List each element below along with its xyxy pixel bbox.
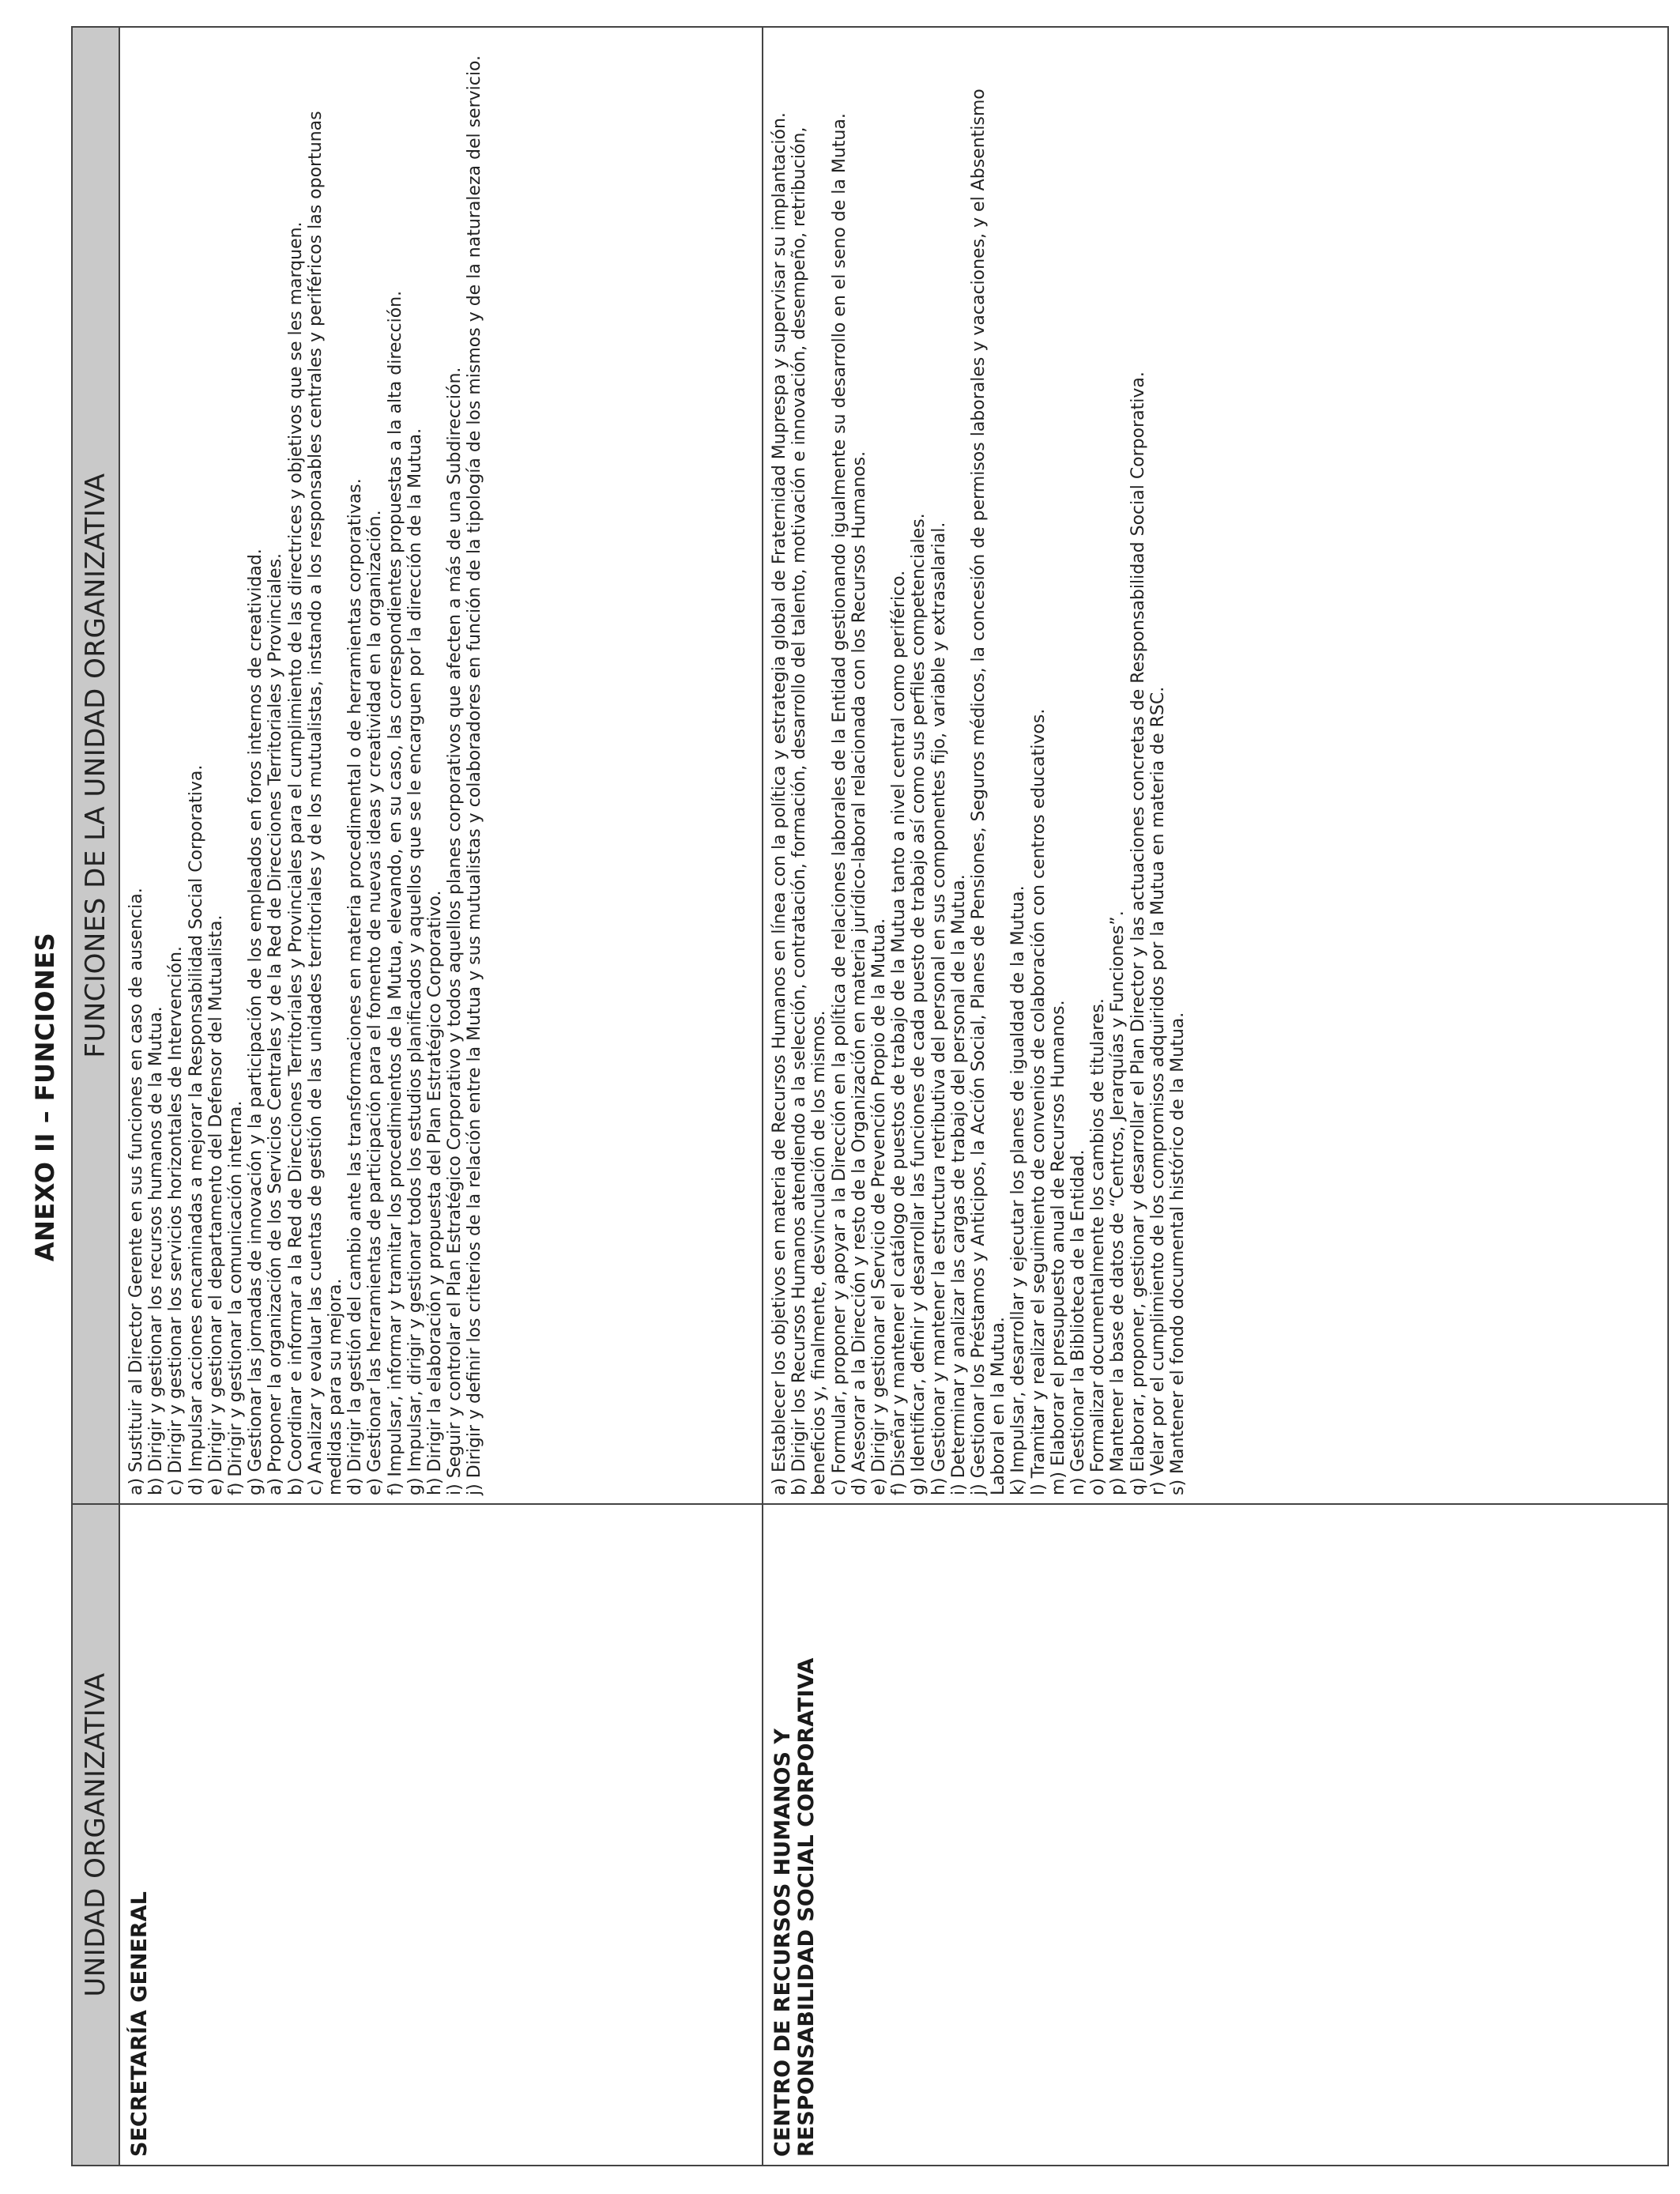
header-functions: FUNCIONES DE LA UNIDAD ORGANIZATIVA [72, 27, 119, 1504]
function-item: s) Mantener el fondo documental histórico de la Mutua. [1168, 1012, 1188, 1495]
header-unit: UNIDAD ORGANIZATIVA [72, 1504, 119, 2166]
function-item: a) Establecer los objetivos en materia de Recursos Humanos en línea con la política y estrategia global de Fraternidad Muprespa y supervisar su implantación. [770, 112, 789, 1495]
function-item: a) Proponer la organización de los Servicios Centrales y de la Red de Direcciones Territoriales y Provinciales. [266, 552, 286, 1495]
function-item: d) Asesorar a la Dirección y resto de la Organización en materia jurídico-laboral relacionada con los Recursos Humanos. [849, 450, 869, 1495]
unit-cell [763, 1504, 1668, 2166]
function-item: c) Formular, proponer y apoyar a la Dirección en la política de relaciones laborales de la Entidad gestionando igualmente su desarrollo en el seno de la Mutua. [829, 113, 849, 1495]
function-item: a) Sustituir al Director Gerente en sus funciones en caso de ausencia. [126, 888, 146, 1495]
functions-cell [119, 27, 763, 1504]
table-row [763, 27, 1668, 2166]
function-item: n) Gestionar la Biblioteca de la Entidad. [1068, 1149, 1089, 1495]
function-item: e) Dirigir y gestionar el Servicio de Prevención Propio de la Mutua. [869, 918, 890, 1495]
functions-list [763, 28, 1197, 1503]
unit-name-secretaria-general: SECRETARÍA GENERAL [127, 1891, 152, 2157]
function-item: f) Diseñar y mantener el catálogo de puestos de trabajo de la Mutua tanto a nivel central como periférico. [889, 570, 910, 1495]
function-item: c) Dirigir y gestionar los servicios horizontales de Intervención. [166, 946, 186, 1495]
document-title: ANEXO II – FUNCIONES [30, 932, 60, 1262]
function-item: c) Analizar y evaluar las cuentas de gestión de las unidades territoriales y de los mutualistas, instando a los responsables centrales y periféricos las oportunas medidas para su mejora. [305, 111, 346, 1495]
function-item: h) Dirigir la elaboración y propuesta del Plan Estratégico Corporativo. [425, 890, 446, 1495]
function-item: d) Impulsar acciones encaminadas a mejorar la Responsabilidad Social Corporativa. [186, 764, 206, 1495]
function-item: h) Gestionar y mantener la estructura retributiva del personal en sus componentes fijo, variable y extrasalarial. [929, 522, 949, 1495]
function-item: j) Gestionar los Préstamos y Anticipos, la Acción Social, Planes de Pensiones, Seguros médicos, la concesión de permisos laborales y vacaciones, y el Absentismo Laboral en la Mutua. [969, 89, 1009, 1495]
functions-list [120, 28, 495, 1503]
function-item: e) Dirigir y gestionar el departamento del Defensor del Mutualista. [205, 914, 226, 1495]
function-item: g) Identificar, definir y desarrollar las funciones de cada puesto de trabajo así como sus perfiles competenciales. [909, 513, 929, 1495]
function-item: r) Velar por el cumplimiento de los compromisos adquiridos por la Mutua en materia de RSC. [1147, 686, 1168, 1495]
function-item: q) Elaborar, proponer, gestionar y desarrollar el Plan Director y las actuaciones concretas de Responsabilidad Social Corporativa. [1128, 371, 1148, 1495]
unit-cell [119, 1504, 763, 2166]
table-row [119, 27, 763, 2166]
function-item: f) Impulsar, informar y tramitar los procedimientos de la Mutua, elevando, en su caso, las correspondientes propuestas a la alta dirección. [385, 290, 405, 1495]
function-item: p) Mantener la base de datos de “Centros, Jerarquías y Funciones”. [1108, 910, 1128, 1495]
function-item: b) Dirigir y gestionar los recursos humanos de la Mutua. [146, 1006, 167, 1495]
function-item: f) Dirigir y gestionar la comunicación interna. [226, 1100, 247, 1495]
functions-table [71, 26, 1669, 2166]
function-item: k) Impulsar, desarrollar y ejecutar los planes de igualdad de la Mutua. [1008, 885, 1029, 1495]
unit-name-recursos-humanos-rsc: CENTRO DE RECURSOS HUMANOS Y RESPONSABILIDAD SOCIAL CORPORATIVA [770, 1657, 819, 2157]
function-item: b) Dirigir los Recursos Humanos atendiendo a la selección, contratación, formación, desarrollo del talento, motivación e innovación, desempeño, retribución, beneficios y, finalmente, desvinculación de los mismos. [789, 126, 830, 1495]
function-item: g) Gestionar las jornadas de innovación y la participación de los empleados en foros internos de creatividad. [246, 548, 266, 1495]
function-item: j) Dirigir y definir los criterios de la relación entre la Mutua y sus mutualistas y colaboradores en función de la tipología de los mismos y de la naturaleza del servicio. [465, 55, 485, 1495]
function-item: i) Determinar y analizar las cargas de trabajo del personal de la Mutua. [948, 874, 969, 1495]
function-item: e) Gestionar las herramientas de participación para el fomento de nuevas ideas y creatividad en la organización. [365, 510, 386, 1495]
function-item: o) Formalizar documentalmente los cambios de titulares. [1088, 998, 1109, 1495]
function-item: d) Dirigir la gestión del cambio ante las transformaciones en materia procedimental o de herramientas corporativas. [345, 478, 366, 1495]
function-item: b) Coordinar e informar a la Red de Direcciones Territoriales y Provinciales para el cumplimiento de las directrices y objetivos que se les marquen. [285, 221, 306, 1495]
function-item: l) Tramitar y realizar el seguimiento de convenios de colaboración con centros educativos. [1028, 708, 1049, 1495]
functions-cell [763, 27, 1668, 1504]
table-header-row [72, 27, 119, 2166]
function-item: g) Impulsar, dirigir y gestionar todos los estudios planificados y aquellos que se le encarguen por la dirección de la Mutua. [405, 428, 425, 1495]
function-item: i) Seguir y controlar el Plan Estratégico Corporativo y todos aquellos planes corporativos que afecten a más de una Subdirección. [445, 367, 465, 1495]
function-item: m) Elaborar el presupuesto anual de Recursos Humanos. [1048, 1000, 1068, 1495]
